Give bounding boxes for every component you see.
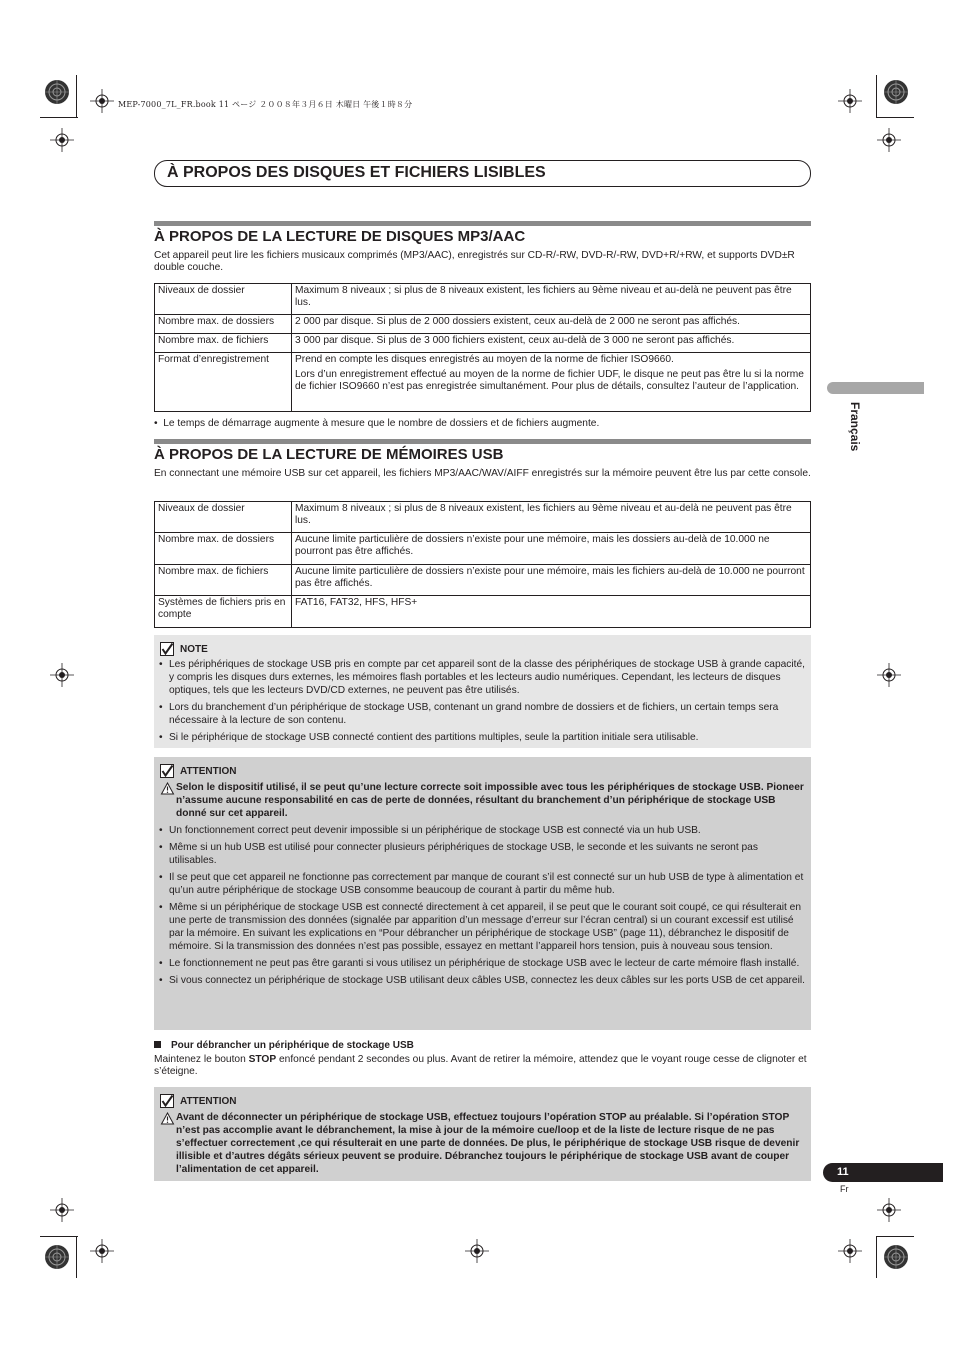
- table-row: [155, 502, 811, 533]
- crosshair-mark-bottom-right: [838, 1239, 862, 1263]
- crosshair-mark-middle-left: [50, 663, 74, 687]
- registration-mark-top-left: [44, 79, 70, 105]
- crosshair-mark-bottom-left: [90, 1239, 114, 1263]
- page-number: 11: [837, 1166, 849, 1178]
- table-cell-paragraph: Prend en compte les disques enregistrés au moyen de la norme de fichier ISO9660.: [295, 354, 674, 365]
- crop-line: [876, 117, 914, 118]
- table-cell-key: Niveaux de dossier: [155, 502, 292, 533]
- attention-label: ATTENTION: [180, 1095, 237, 1107]
- table-row: [155, 315, 811, 334]
- chapter-title: À PROPOS DES DISQUES ET FICHIERS LISIBLES: [167, 164, 546, 181]
- table-cell-key: Nombre max. de fichiers: [155, 334, 292, 353]
- crosshair-mark-top-right: [838, 89, 862, 113]
- crosshair-mark-upper-right: [877, 128, 901, 152]
- crosshair-mark-top-left: [90, 89, 114, 113]
- warning-triangle-icon: [159, 1112, 176, 1125]
- list-item: • Un fonctionnement correct peut devenir impossible si un périphérique de stockage USB est connecté via un hub USB.: [154, 824, 811, 837]
- warning-row: [159, 1111, 807, 1176]
- table-cell-value: 3 000 par disque. Si plus de 3 000 fichiers existent, ceux au-delà de 3 000 ne seront pas affichés.: [292, 334, 811, 353]
- section-title-usb: À PROPOS DE LA LECTURE DE MÉMOIRES USB: [154, 446, 504, 463]
- note-box: [154, 635, 811, 748]
- subsection-text-before: Maintenez le bouton: [154, 1054, 249, 1065]
- crosshair-mark-middle-right: [877, 663, 901, 687]
- attention-list: [154, 824, 811, 991]
- crosshair-mark-bottom-center: [465, 1239, 489, 1263]
- section-intro-mp3: Cet appareil peut lire les fichiers musicaux comprimés (MP3/AAC), enregistrés sur CD-R/-RW, DVD-R/-RW, DVD+R/+RW, et supports DVD±R double couche.: [154, 250, 795, 273]
- attention-box: [154, 1087, 811, 1181]
- section-rule: [154, 221, 811, 226]
- table-cell-value: Maximum 8 niveaux ; si plus de 8 niveaux existent, les fichiers au 9ème niveau et au-delà ne peuvent pas être lus.: [292, 284, 811, 315]
- crosshair-mark-lower-right: [877, 1198, 901, 1222]
- table-cell-key: Nombre max. de dossiers: [155, 315, 292, 334]
- section-intro-usb: En connectant une mémoire USB sur cet appareil, les fichiers MP3/AAC/WAV/AIFF enregistrés sur la mémoire peuvent être lus par cette console.: [154, 468, 811, 479]
- table-row: [155, 284, 811, 315]
- spec-table-usb: [154, 501, 811, 628]
- checkmark-icon: [160, 764, 174, 778]
- attention-header: [160, 764, 236, 778]
- spec-table-mp3: [154, 283, 811, 412]
- bullet-dot: •: [154, 418, 164, 429]
- registration-mark-bottom-left: [44, 1244, 70, 1270]
- table-row: [155, 596, 811, 628]
- print-header: MEP-7000_7L_FR.book 11 ページ ２００８年３月６日 木曜日 午後１時８分: [118, 100, 413, 109]
- note-header: [160, 642, 208, 656]
- warning-text: Selon le dispositif utilisé, il se peut qu’une lecture correcte soit impossible avec tous les périphériques de stockage USB. Pioneer n’assume aucune responsabilité en cas de perte de données, résultant du branchement d’un périphérique de stockage USB donné sur cet appareil.: [176, 782, 804, 819]
- table-row: [155, 334, 811, 353]
- registration-mark-top-right: [883, 79, 909, 105]
- table-row: [155, 565, 811, 596]
- table-cell-value: Maximum 8 niveaux ; si plus de 8 niveaux existent, les fichiers au 9ème niveau et au-delà ne peuvent pas être lus.: [292, 502, 811, 533]
- warning-row: [159, 781, 807, 820]
- attention-label: ATTENTION: [180, 765, 237, 777]
- table-cell-key: Niveaux de dossier: [155, 284, 292, 315]
- crop-line: [76, 75, 77, 117]
- list-item: • Si vous connectez un périphérique de stockage USB utilisant deux câbles USB, connectez les deux câbles sur les ports USB de cet appareil.: [154, 974, 811, 987]
- registration-mark-bottom-right: [883, 1244, 909, 1270]
- table-row: [155, 533, 811, 565]
- section-title-mp3: À PROPOS DE LA LECTURE DE DISQUES MP3/AAC: [154, 228, 526, 245]
- subsection-title-text: Pour débrancher un périphérique de stockage USB: [171, 1040, 414, 1051]
- table-cell-value: [292, 353, 811, 412]
- crosshair-mark-upper-left: [50, 128, 74, 152]
- crop-line: [876, 1236, 877, 1278]
- checkmark-icon: [160, 642, 174, 656]
- language-tab: [827, 382, 924, 394]
- crop-line: [40, 1236, 78, 1237]
- attention-header: [160, 1094, 236, 1108]
- section-rule: [154, 439, 811, 444]
- page-language-code: Fr: [840, 1184, 849, 1194]
- table-cell-key: Systèmes de fichiers pris en compte: [155, 596, 292, 628]
- bullet-text: Le temps de démarrage augmente à mesure que le nombre de dossiers et de fichiers augmente.: [163, 418, 600, 429]
- table-cell-key: Format d’enregistrement: [155, 353, 292, 412]
- table-cell-value: FAT16, FAT32, HFS, HFS+: [292, 596, 811, 628]
- crop-line: [76, 1236, 77, 1278]
- list-item: • Les périphériques de stockage USB pris en compte par cet appareil sont de la classe des périphériques de stockage USB à grande capacité, y compris les disques durs externes, les mémoires flash portables et les lecteurs audio numériques. Cependant, les lecteurs de disques optiques, tels que les lecteurs DVD/CD externes, ne peuvent pas être utilisés.: [154, 658, 811, 697]
- crop-line: [40, 117, 78, 118]
- checkmark-icon: [160, 1094, 174, 1108]
- warning-triangle-icon: [159, 782, 176, 795]
- side-language-label: Français: [848, 402, 862, 452]
- note-label: NOTE: [180, 643, 208, 655]
- list-item: • Même si un hub USB est utilisé pour connecter plusieurs périphériques de stockage USB, le seconde et les suivants ne seront pas utilisables.: [154, 841, 811, 867]
- list-item: • Lors du branchement d’un périphérique de stockage USB, contenant un grand nombre de dossiers et de fichiers, un certain temps sera nécessaire à la lecture de son contenu.: [154, 701, 811, 727]
- crop-line: [876, 1236, 914, 1237]
- table-cell-value: Aucune limite particulière de dossiers n’existe pour une mémoire, mais les dossiers au-delà de 10.000 ne pourront pas être affichés.: [292, 533, 811, 565]
- subsection-title: [154, 1040, 414, 1051]
- chapter-title-box: [154, 160, 811, 187]
- note-list: [154, 658, 811, 748]
- list-item: • Il se peut que cet appareil ne fonctionne pas correctement par manque de courant s’il est connecté sur un hub USB de type à alimentation et qu’un autre périphérique de stockage USB consomme beaucoup de courant à partir du même hub.: [154, 871, 811, 897]
- crosshair-mark-lower-left: [50, 1198, 74, 1222]
- stop-button-label: STOP: [248, 1054, 277, 1065]
- list-item: • Si le périphérique de stockage USB connecté contient des partitions multiples, seule la partition initiale sera utilisable.: [154, 731, 811, 744]
- subsection-text-after: enfoncé pendant 2 secondes ou plus. Avant de retirer la mémoire, attendez que le voyant rouge cesse de clignoter et s’éteigne.: [154, 1054, 807, 1077]
- warning-text: Avant de déconnecter un périphérique de stockage USB, effectuez toujours l’opération STOP au préalable. Si l’opération STOP n’est pas accomplie avant le débranchement, la mise à jour de la mémoire cue/loop et de la liste de lecture risque de ne pas s’effectuer correctement ,ce qui résulterait en une parte de données. De plus, le périphérique de stockage USB risque de devenir illisible et d’autres dégâts sérieux peuvent se produire. Débranchez toujours le périphérique de stockage USB avant de couper l’alimentation de cet appareil.: [176, 1112, 800, 1175]
- bullet-item: [154, 418, 811, 430]
- square-bullet-icon: [154, 1041, 161, 1048]
- list-item: • Même si un périphérique de stockage USB est connecté directement à cet appareil, il se peut que le courant soit coupé, ce qui résulterait en une perte de transmission des données (signalée par apparition d’un message d’erreur sur l’écran central) si un courant excessif est utilisé par la mémoire. En suivant les explications en “Pour débrancher un périphérique de stockage USB” (page 11), débranchez le dispositif de mémoire. Si la transmission des données n’est pas possible, essayez en mettant l’appareil hors tension, puis à nouveau sous tension.: [154, 901, 811, 953]
- table-cell-key: Nombre max. de dossiers: [155, 533, 292, 565]
- subsection-text: [154, 1054, 811, 1078]
- table-cell-value: 2 000 par disque. Si plus de 2 000 dossiers existent, ceux au-delà de 2 000 ne seront pas affichés.: [292, 315, 811, 334]
- attention-box: [154, 757, 811, 1030]
- table-row: [155, 353, 811, 412]
- table-cell-value: Aucune limite particulière de dossiers n’existe pour une mémoire, mais les fichiers au-delà de 10.000 ne pourront pas être affichés.: [292, 565, 811, 596]
- list-item: • Le fonctionnement ne peut pas être garanti si vous utilisez un périphérique de stockage USB avec le lecteur de carte mémoire flash installé.: [154, 957, 811, 970]
- crop-line: [876, 75, 877, 117]
- table-cell-paragraph: Lors d’un enregistrement effectué au moyen de la norme de fichier UDF, le disque ne peut pas être lu si la norme de fichier ISO9660 n’est pas enregistrée simultanément. Pour plus de détails, consultez l’auteur de l’application.: [295, 369, 804, 392]
- table-cell-key: Nombre max. de fichiers: [155, 565, 292, 596]
